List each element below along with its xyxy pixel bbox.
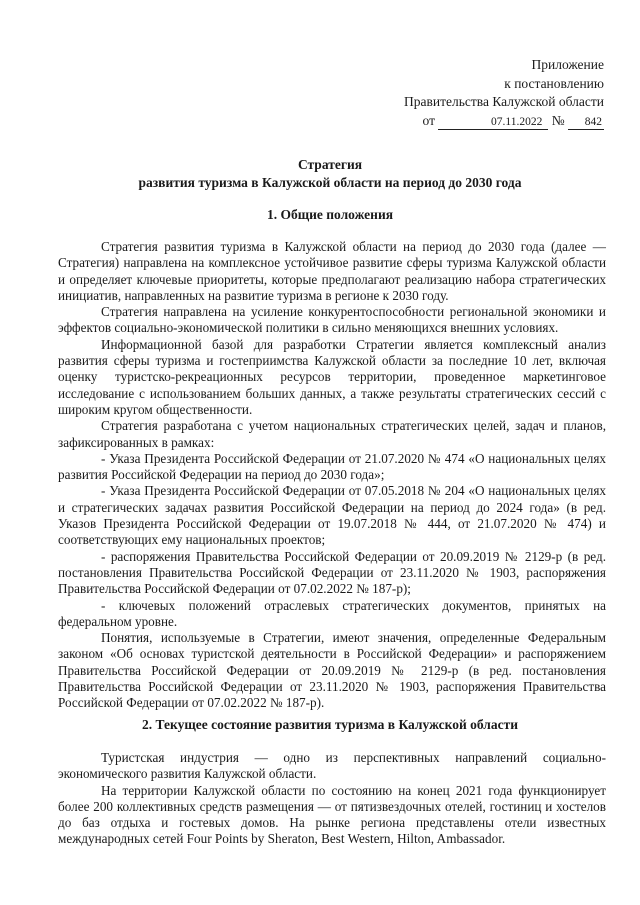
paragraph: Стратегия разработана с учетом национальных стратегических целей, задач и планов, зафиксированных в рамках:	[58, 418, 606, 450]
section-2-body	[58, 750, 606, 848]
number-prefix: №	[551, 112, 565, 128]
date-prefix: от	[422, 112, 435, 128]
section-1-body	[58, 239, 606, 712]
approval-date-line	[404, 112, 604, 131]
section-1-heading: 1. Общие положения	[266, 207, 394, 222]
title-line-1: Стратегия	[297, 157, 363, 172]
paragraph: Стратегия направлена на усиление конкурентоспособности региональной экономики и эффектов социально-экономической политики в сильно меняющихся внешних условиях.	[58, 304, 606, 336]
document-title	[60, 156, 600, 192]
section-2-heading: 2. Текущее состояние развития туризма в Калужской области	[142, 717, 518, 732]
list-item: - Указа Президента Российской Федерации от 21.07.2020 № 474 «О национальных целях развития Российской Федерации на период до 2030 года»;	[58, 450, 606, 483]
approval-line-resolution: к постановлению	[504, 75, 604, 91]
list-item: - распоряжения Правительства Российской Федерации от 20.09.2019 № 2129-р (в ред. постановления Правительства Российской Федерации от 23.11.2020 № 1903, распоряжения Правительства Российской Федерации от 07.02.2022 № 187-р);	[58, 548, 606, 597]
paragraph: Информационной базой для разработки Стратегии является комплексный анализ развития сферы туризма и гостеприимства Калужской области за последние 10 лет, включая оценку туристско-рекреационных ресурсов территории, проведенное маркетинговое исследование с использованием больших данных, а также результаты стратегических сессий с широким кругом общественности.	[58, 336, 606, 417]
list-item: - ключевых положений отраслевых стратегических документов, принятых на федеральном уровне.	[58, 597, 606, 629]
paragraph: На территории Калужской области по состоянию на конец 2021 года функционирует более 200 коллективных средств размещения — от пятизвездочных отелей, гостиниц и хостелов до баз отдыха и гостевых домов. На рынке региона представлены отели известных международных сетей Four Points by Sheraton, Best Western, Hilton, Ambassador.	[58, 782, 606, 847]
paragraph: Туристская индустрия — одно из перспективных направлений социально-экономического развития Калужской области.	[58, 750, 606, 782]
title-line-2: развития туризма в Калужской области на период до 2030 года	[138, 175, 522, 190]
approval-block	[404, 56, 604, 130]
list-item: - Указа Президента Российской Федерации от 07.05.2018 № 204 «О национальных целях и стратегических задачах развития Российской Федерации на период до 2024 года» (в ред. Указов Президента Российской Федерации от 19.07.2018 № 444, от 21.07.2020 № 474) и соответствующих ему национальных проектов;	[58, 483, 606, 548]
approval-line-appendix: Приложение	[531, 57, 604, 72]
approval-number: 842	[568, 115, 604, 130]
approval-date: 07.11.2022	[438, 115, 548, 130]
approval-line-government: Правительства Калужской области	[403, 94, 604, 109]
paragraph: Стратегия развития туризма в Калужской области на период до 2030 года (далее — Стратегия) направлена на комплексное устойчивое развитие сферы туризма Калужской области и определяет ключевые приоритеты, которые предполагают реализацию набора стратегических инициатив, направленных на развитие туризма в регионе к 2030 году.	[58, 239, 606, 303]
paragraph: Понятия, используемые в Стратегии, имеют значения, определенные Федеральным законом «Об основах туристской деятельности в Российской Федерации» и распоряжением Правительства Российской Федерации от 20.09.2019 № 2129-р (в ред. постановления Правительства Российской Федерации от 23.11.2020 № 1903, распоряжения Правительства Российской Федерации от 07.02.2022 № 187-р).	[58, 630, 606, 711]
